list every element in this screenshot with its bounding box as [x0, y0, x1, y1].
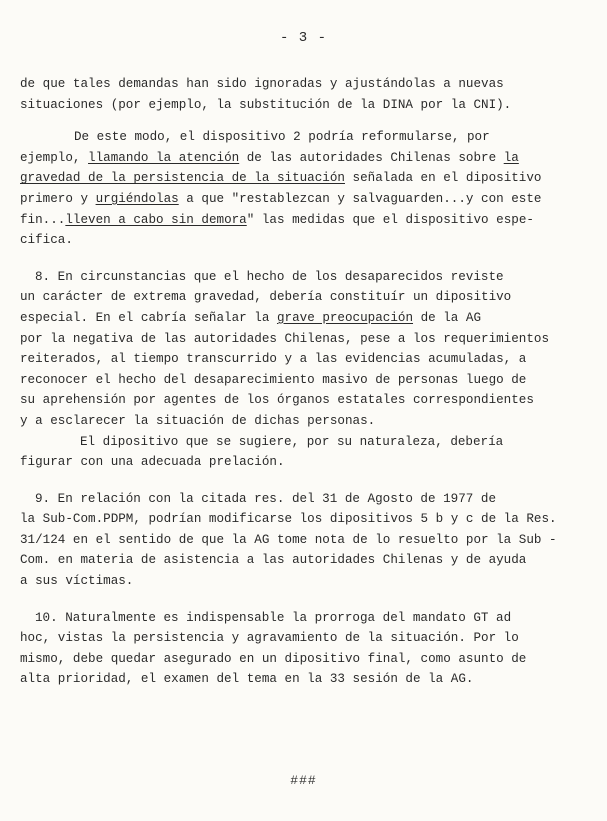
text-line: 31/124 en el sentido de que la AG tome nota de lo resuelto por la Sub - — [20, 532, 557, 547]
text-line: a sus víctimas. — [20, 574, 134, 589]
underlined-phrase: lleven a cabo sin demora — [65, 212, 247, 227]
text-line: reiterados, al tiempo transcurrido y a las evidencias acumuladas, a — [20, 352, 527, 367]
text-line: primero y urgiéndolas a que "restablezcan y salvaguarden...y con este — [20, 191, 542, 206]
text-line: figurar con una adecuada prelación. — [20, 455, 285, 470]
text-line: y a esclarecer la situación de dichas personas. — [20, 413, 376, 428]
paragraph-9-start: 9. En relación con la citada res. del 31 de Agosto de 1977 de — [35, 491, 497, 506]
text-line: cifica. — [20, 233, 73, 248]
text-line: ejemplo, llamando la atención de las autoridades Chilenas sobre la — [20, 150, 519, 165]
underlined-phrase: urgiéndolas — [95, 191, 179, 206]
document-body — [20, 74, 580, 690]
text-line: de que tales demandas han sido ignoradas y ajustándolas a nuevas — [20, 77, 504, 91]
text-line: Com. en materia de asistencia a las autoridades Chilenas y de ayuda — [20, 553, 527, 568]
text-line: situaciones (por ejemplo, la substitución de la DINA por la CNI). — [20, 97, 512, 112]
text-line: fin...lleven a cabo sin demora" las medidas que el dispositivo espe- — [20, 212, 534, 227]
underlined-phrase: grave preocupación — [276, 310, 414, 325]
text-line: su aprehensión por agentes de los órganos estatales correspondientes — [20, 393, 534, 408]
text-line: por la negativa de las autoridades Chilenas, pese a los requerimientos — [20, 331, 550, 346]
text-line: hoc, vistas la persistencia y agravamiento de la situación. Por lo — [20, 631, 519, 646]
text-line: alta prioridad, el examen del tema en la 33 sesión de la AG. — [20, 672, 474, 687]
paragraph-8-start: 8. En circunstancias que el hecho de los desaparecidos reviste — [35, 269, 504, 284]
text-line: El dipositivo que se sugiere, por su naturaleza, debería — [80, 434, 504, 449]
page-number: - 3 - — [279, 30, 327, 46]
text-line: De este modo, el dispositivo 2 podría reformularse, por — [74, 130, 490, 145]
text-line: un carácter de extrema gravedad, debería constituír un dipositivo — [20, 290, 512, 305]
end-mark: ### — [290, 773, 317, 788]
text-line: reconocer el hecho del desaparecimiento masivo de personas luego de — [20, 372, 527, 387]
paragraph-10-start: 10. Naturalmente es indispensable la prorroga del mandato GT ad — [35, 610, 512, 625]
underlined-phrase: gravedad de la persistencia de la situación — [20, 171, 345, 186]
text-line: gravedad de la persistencia de la situación señalada en el dipositivo — [20, 171, 542, 186]
text-line: mismo, debe quedar asegurado en un dipositivo final, como asunto de — [20, 651, 527, 666]
underlined-phrase: la — [503, 150, 519, 165]
text-line: la Sub-Com.PDPM, podrían modificarse los dipositivos 5 b y c de la Res. — [20, 512, 557, 527]
text-line: especial. En el cabría señalar la grave preocupación de la AG — [20, 310, 482, 325]
underlined-phrase: llamando la atención — [88, 150, 240, 165]
